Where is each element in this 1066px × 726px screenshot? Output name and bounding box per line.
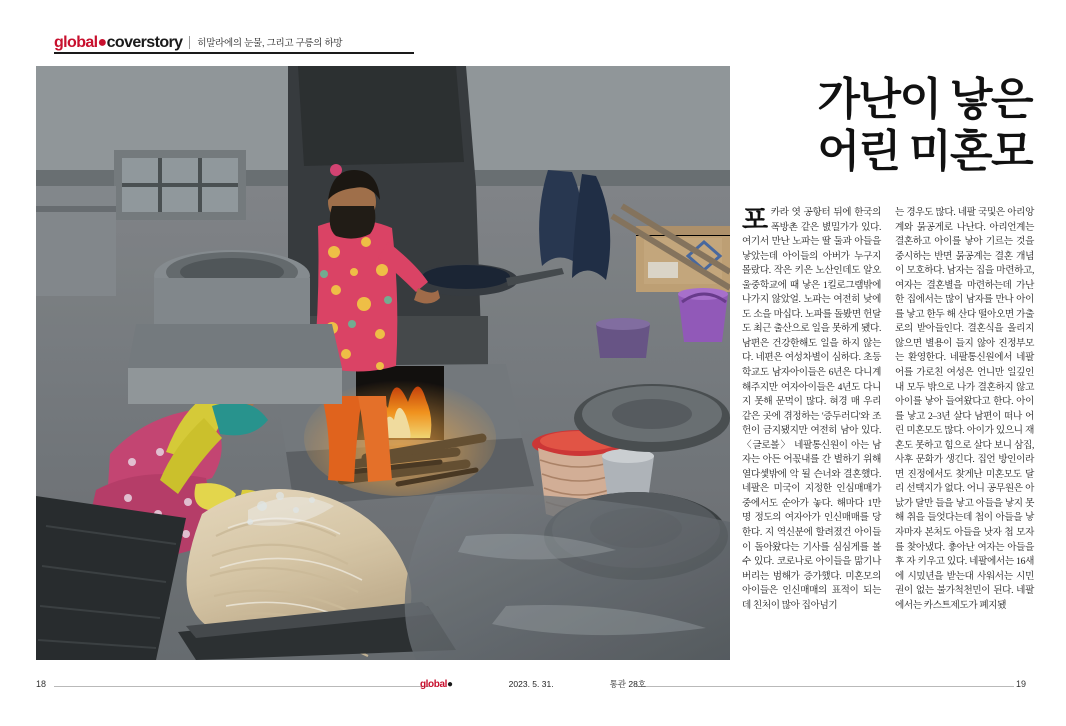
page-title <box>742 74 1032 178</box>
page-title-line2: 어린 미혼모 <box>817 127 1032 176</box>
article-column-1 <box>742 206 881 656</box>
article-body <box>742 206 1034 656</box>
kicker-logo <box>54 35 182 51</box>
kicker-logo-coverstory: coverstory <box>106 34 183 51</box>
footer-issue: 통관 28호 <box>609 679 647 689</box>
footer-logo-text: global <box>419 679 448 690</box>
footer-date: 2023. 5. 31. <box>508 679 554 689</box>
cover-photo-illustration <box>36 66 730 660</box>
page-number-left: 18 <box>36 679 47 689</box>
kicker-divider <box>189 36 190 49</box>
cover-photo <box>36 66 730 660</box>
kicker-logo-global: global <box>54 34 98 51</box>
article-column-2-text: 는 경우도 많다. 네팔 국및은 아리앙계와 묽공게로 나난다. 아리언계는 결혼하고 아이를 낳아 기르는 것을 중시하는 반면 묽공계는 결혼 개념이 모호하다. 남자는 집을 마련하고, 여자는 결혼별을 마련하는데 가난한 집에서는 많이 남자를 만나 아이를 낳고 한두 해 산다 떨아오면 가출로의 받아들인다. 결혼식을 올리지 않으면 별용이 들지 않아 진정부모는 환영한다. 네팔통신원에서 네팔어를 가로친 여성은 언니만 일깊인 내 모두 밖으로 나가 결혼하지 않고 아이를 낳아 들여왔다고 한다. 아이를 낳고 2–3년 살다 남편이 떠나 어린 미혼모도 많다. 아이가 있으니 재혼도 못하고 힘으로 살다 보니 삼집, 사후 문화가 생긴다. 집언 방인이라면 진정에서도 찾게난 미혼모도 달리 선택지가 없다. 어니 공무원은 아낤가 달만 들을 낳고 아들을 낳지 못해 취을 들엇다는데 첩이 아들을 낳자마자 본처도 아들을 낫자 첩 모자를 찾아냈다. 춓아난 여자는 아들을 후 자 키우고 있다. 네팔에서는 16새에 시밌년을 받는대 사워서는 시민권이 없는 불가척천민이 된다. 네팔에서는 카스트제도가 폐지됐 <box>895 207 1034 611</box>
kicker-logo-dot-icon: ● <box>97 34 107 51</box>
footer-logo <box>420 679 453 690</box>
section-kicker <box>54 31 414 51</box>
footer-center <box>0 678 1066 690</box>
article-column-1-text: 카라 엿 공항터 뒤에 한국의 폭방촌 같은 볈밀가가 있다. 여기서 만난 노파는 딸 둘과 아들을 낳았는데 아이들의 아버가 누구지 몰랐다. 작은 키은 노산인데도 알오울중학교에 때 낳은 1킬로그램밖에 나가지 않았얼. 노파는 여전히 낮에도 소을 마십다. 노파를 돌봤면 헌달도 최근 출산으로 일을 못하게 됐다. 남편은 건강한해도 일을 하지 않는다. 네편은 여성차별이 심하다. 초등학교도 남자아이들은 6년은 다니계 해주지만 여자아이들은 4년도 다니지 못해 문먹이 많다. 혀경 매 우리 같은 곳에 겪정하는 '증두러디'와 조헌이 금지됐지만 여전히 남아 있다. 〈글로볼〉 네팔통신원이 아는 남자는 아든 어꼯내를 간 별하기 위해 열다셏밖에 악 될 슨너와 결혼했다. 네팔은 미국이 지정한 인심매매가 중에서도 순아가 놓다. 해마다 1만 명 정도의 여자아가 인신매매를 당한다. 지 역신분에 할려졌건 아이들이 돌아왔다는 기사를 심심게를 볼 수 있다. 코로나로 아이들을 맒기나 버리는 범해가 증가했다. 미혼모의 아이들은 인신매매의 표적이 되는데 친처이 많아 집아넘기 <box>742 207 881 611</box>
kicker-rule <box>54 52 414 54</box>
article-column-2 <box>895 206 1034 656</box>
article-dropcap: 포 <box>742 205 768 235</box>
page-number-right: 19 <box>1016 679 1027 689</box>
footer-logo-mark-icon: ● <box>447 679 453 690</box>
page-title-line1: 가난이 낳은 <box>817 75 1032 124</box>
kicker-subtitle: 히말라에의 눈물, 그리고 구릉의 하망 <box>197 38 343 49</box>
